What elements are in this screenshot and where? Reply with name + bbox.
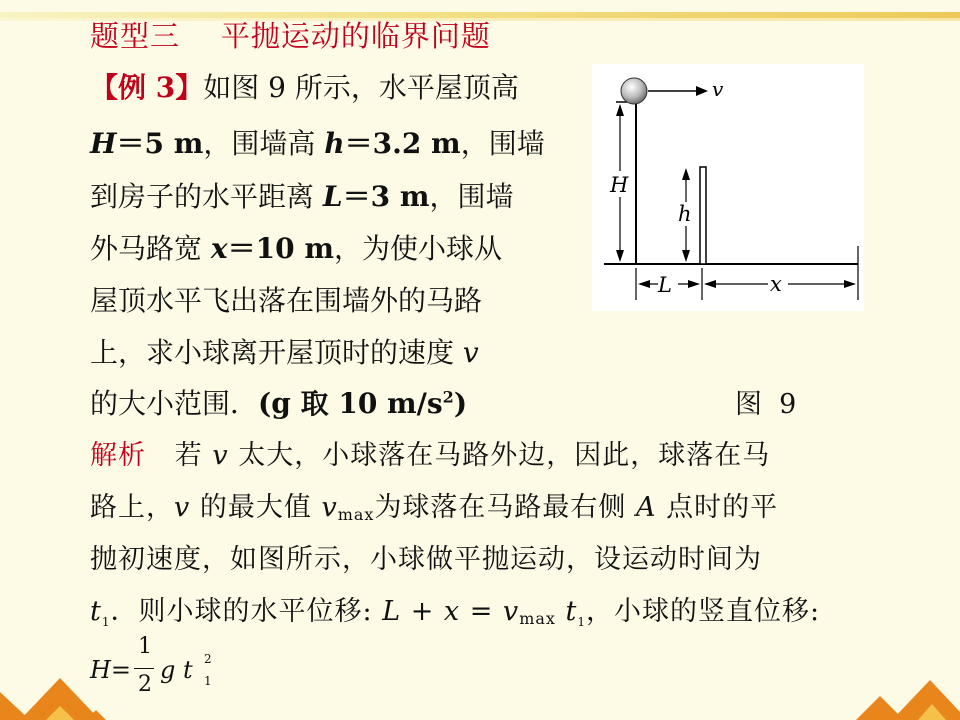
value-h: ＝3.2 m [344,127,461,160]
value-x: ＝10 m [227,232,334,265]
example-line-1 [90,66,519,106]
H-arrow-bottom [616,250,624,262]
text-segment: 太大，小球落在马路外边，因此，球落在马 [228,440,771,471]
example-line-7 [90,382,467,422]
formula-subscript: 1 [204,674,212,688]
subscript-max: max [519,609,556,628]
figure-caption: 图 9 [735,389,797,420]
solution-tag: 解析 [90,440,146,471]
x-label: x [770,272,782,296]
formula-denominator: 2 [138,672,152,697]
fence [700,167,706,264]
text-segment: 的大小范围． [90,387,259,420]
example-line-1-text: 如图 9 所示，水平屋顶高 [203,71,519,104]
var-t: t [90,596,102,627]
example-tag: 【例 3】 [90,71,204,104]
text-segment: 外马路宽 [90,232,211,265]
example-line-6 [90,331,479,371]
var-vmax: v [321,492,338,523]
text-segment: ，围墙 [429,180,514,213]
var-A: A [636,492,657,523]
example-line-4 [90,227,502,267]
text-segment: 若 [174,440,213,471]
x-arrow-left [704,280,716,288]
gravity-note-close: ) [453,387,468,420]
value-L: ＝3 m [342,180,430,213]
ball [621,78,647,104]
solution-line-2 [90,485,778,524]
solution-line-4 [90,589,820,629]
formula-exponent: 2 [204,652,212,666]
var-H: H [90,127,117,160]
H-label: H [610,173,629,197]
var-h: h [324,127,345,160]
bottom-decoration [0,660,960,720]
L-arrow-right [688,280,700,288]
figure-diagram [592,64,864,311]
text-segment: ，围墙 [460,127,545,160]
L-label: L [658,273,672,297]
var-v: v [462,336,479,369]
example-line-2 [90,122,545,162]
formula-lhs: H= [90,656,132,684]
text-segment: ，小球的竖直位移: [586,596,821,627]
example-line-3 [90,175,513,215]
example-line-5: 屋顶水平飞出落在围墙外的马路 [90,284,483,317]
subscript-1: 1 [577,615,586,629]
solution-line-1 [90,433,770,472]
text-segment: 到房子的水平距离 [90,180,323,213]
var-v: v [212,440,229,471]
text-segment: ，为使小球从 [333,232,502,265]
text-segment: 上，求小球离开屋顶时的速度 [90,336,463,369]
L-arrow-left [638,280,650,288]
text-segment: 为球落在马路最右侧 [374,492,637,523]
subscript-1: 1 [101,615,111,629]
velocity-label: v [712,77,724,101]
var-x: x [210,232,228,265]
formula-gt: g t [160,656,193,684]
section-title: 题型三 平抛运动的临界问题 [90,19,491,53]
h-label: h [678,202,692,226]
text-segment: 点时的平 [656,492,779,523]
text-segment: 路上， [90,492,174,523]
gravity-exponent: 2 [442,387,454,407]
horizontal-equation: L + x = v [382,596,520,627]
gravity-note: (g 取 10 m/s [258,387,443,420]
velocity-arrowhead [696,86,708,96]
text-segment: 的最大值 [190,492,322,523]
H-arrow-top [616,104,624,116]
h-arrow-bottom [682,250,690,262]
solution-line-3: 抛初速度，如图所示，小球做平抛运动，设运动时间为 [90,544,762,575]
var-v: v [174,492,191,523]
h-arrow-top [682,168,690,180]
formula-numerator: 1 [138,634,152,659]
subscript-max: max [337,505,375,524]
figure-9 [592,64,864,311]
x-arrow-right [844,280,856,288]
var-L: L [322,180,343,213]
text-segment: ，围墙高 [203,127,325,160]
text-segment: ．则小球的水平位移: [110,596,383,627]
value-H: ＝5 m [116,127,204,160]
var-t: t [555,596,578,627]
